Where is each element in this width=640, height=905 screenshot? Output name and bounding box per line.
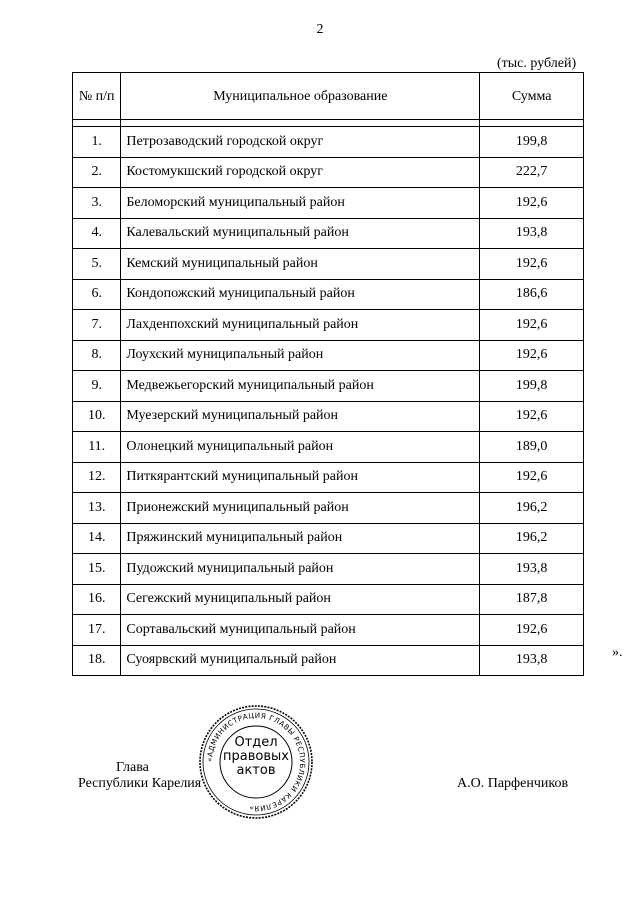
row-number: 4. bbox=[73, 218, 121, 249]
unit-note: (тыс. рублей) bbox=[497, 56, 577, 71]
row-sum: 196,2 bbox=[480, 523, 584, 554]
row-number: 6. bbox=[73, 279, 121, 310]
table-row bbox=[73, 249, 584, 280]
table-row bbox=[73, 401, 584, 432]
row-number: 8. bbox=[73, 340, 121, 371]
row-municipality: Лоухский муниципальный район bbox=[121, 340, 480, 371]
row-number: 9. bbox=[73, 371, 121, 402]
table-row bbox=[73, 462, 584, 493]
table-row bbox=[73, 310, 584, 341]
row-number: 13. bbox=[73, 493, 121, 524]
table-row bbox=[73, 157, 584, 188]
row-sum: 192,6 bbox=[480, 615, 584, 646]
table-row bbox=[73, 523, 584, 554]
stamp-line-1: Отдел bbox=[234, 735, 278, 750]
signatory-name: А.О. Парфенчиков bbox=[457, 776, 569, 791]
row-sum: 192,6 bbox=[480, 340, 584, 371]
table-row bbox=[73, 340, 584, 371]
row-sum: 192,6 bbox=[480, 188, 584, 219]
row-municipality: Олонецкий муниципальный район bbox=[121, 432, 480, 463]
row-sum: 193,8 bbox=[480, 645, 584, 676]
row-sum: 222,7 bbox=[480, 157, 584, 188]
stamp-ring-text: «АДМИНИСТРАЦИЯ ГЛАВЫ РЕСПУБЛИКИ КАРЕЛИЯ» bbox=[204, 710, 308, 814]
row-municipality: Медвежьегорский муниципальный район bbox=[121, 371, 480, 402]
row-municipality: Питкярантский муниципальный район bbox=[121, 462, 480, 493]
row-number: 17. bbox=[73, 615, 121, 646]
row-number: 11. bbox=[73, 432, 121, 463]
page-number: 2 bbox=[316, 22, 324, 37]
spacer-cell bbox=[73, 120, 121, 127]
closing-quote-mark: ». bbox=[612, 645, 623, 660]
row-sum: 192,6 bbox=[480, 462, 584, 493]
stamp-center-text bbox=[213, 736, 299, 778]
table-row bbox=[73, 432, 584, 463]
row-sum: 187,8 bbox=[480, 584, 584, 615]
row-number: 16. bbox=[73, 584, 121, 615]
row-municipality: Прионежский муниципальный район bbox=[121, 493, 480, 524]
row-municipality: Пудожский муниципальный район bbox=[121, 554, 480, 585]
row-sum: 193,8 bbox=[480, 554, 584, 585]
header-num: № п/п bbox=[73, 73, 121, 120]
table-row bbox=[73, 127, 584, 158]
row-number: 2. bbox=[73, 157, 121, 188]
table-row bbox=[73, 188, 584, 219]
row-number: 1. bbox=[73, 127, 121, 158]
row-municipality: Беломорский муниципальный район bbox=[121, 188, 480, 219]
row-municipality: Суоярвский муниципальный район bbox=[121, 645, 480, 676]
row-municipality: Калевальский муниципальный район bbox=[121, 218, 480, 249]
spacer-cell bbox=[121, 120, 480, 127]
table-header-row bbox=[73, 73, 584, 120]
header-name: Муниципальное образование bbox=[121, 73, 480, 120]
table-row bbox=[73, 554, 584, 585]
row-number: 5. bbox=[73, 249, 121, 280]
table-row bbox=[73, 493, 584, 524]
row-sum: 192,6 bbox=[480, 249, 584, 280]
row-sum: 189,0 bbox=[480, 432, 584, 463]
table-row bbox=[73, 645, 584, 676]
row-number: 15. bbox=[73, 554, 121, 585]
row-sum: 196,2 bbox=[480, 493, 584, 524]
row-municipality: Пряжинский муниципальный район bbox=[121, 523, 480, 554]
table-row bbox=[73, 371, 584, 402]
table-row bbox=[73, 279, 584, 310]
row-municipality: Сегежский муниципальный район bbox=[121, 584, 480, 615]
row-municipality: Лахденпохский муниципальный район bbox=[121, 310, 480, 341]
allocation-table bbox=[72, 72, 584, 676]
signatory-title-line2: Республики Карелия bbox=[78, 776, 202, 791]
row-sum: 199,8 bbox=[480, 371, 584, 402]
row-municipality: Кемский муниципальный район bbox=[121, 249, 480, 280]
table-spacer-row bbox=[73, 120, 584, 127]
row-municipality: Муезерский муниципальный район bbox=[121, 401, 480, 432]
row-sum: 193,8 bbox=[480, 218, 584, 249]
table-row bbox=[73, 584, 584, 615]
spacer-cell bbox=[480, 120, 584, 127]
row-number: 18. bbox=[73, 645, 121, 676]
table-row bbox=[73, 615, 584, 646]
stamp-line-2: правовых bbox=[223, 749, 289, 764]
row-sum: 192,6 bbox=[480, 310, 584, 341]
row-number: 3. bbox=[73, 188, 121, 219]
row-sum: 192,6 bbox=[480, 401, 584, 432]
stamp-line-3: актов bbox=[236, 763, 276, 778]
header-sum: Сумма bbox=[480, 73, 584, 120]
row-number: 14. bbox=[73, 523, 121, 554]
row-number: 7. bbox=[73, 310, 121, 341]
row-municipality: Сортавальский муниципальный район bbox=[121, 615, 480, 646]
row-municipality: Костомукшский городской округ bbox=[121, 157, 480, 188]
row-sum: 199,8 bbox=[480, 127, 584, 158]
row-municipality: Кондопожский муниципальный район bbox=[121, 279, 480, 310]
table-row bbox=[73, 218, 584, 249]
signatory-title-line1: Глава bbox=[116, 760, 149, 775]
table-body bbox=[73, 120, 584, 676]
row-number: 12. bbox=[73, 462, 121, 493]
row-municipality: Петрозаводский городской округ bbox=[121, 127, 480, 158]
row-number: 10. bbox=[73, 401, 121, 432]
row-sum: 186,6 bbox=[480, 279, 584, 310]
